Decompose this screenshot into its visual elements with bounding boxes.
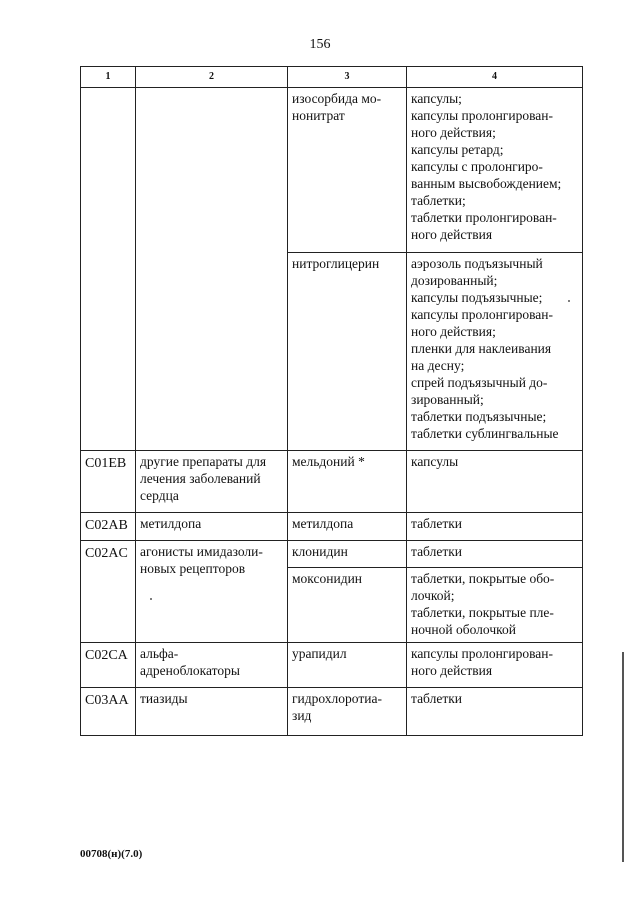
atc-code-cell: C02AC bbox=[81, 541, 136, 643]
code-cell-empty bbox=[81, 88, 136, 451]
drug-line: изосорбида мо- bbox=[292, 91, 382, 106]
form-line: ночной оболочкой bbox=[411, 622, 516, 637]
forms-cell bbox=[407, 643, 583, 688]
atc-code-cell: C03AA bbox=[81, 688, 136, 736]
group-line: сердца bbox=[140, 488, 179, 503]
form-line: ного действия; bbox=[411, 125, 496, 140]
form-line: таблетки bbox=[411, 516, 463, 531]
drug-cell bbox=[288, 513, 407, 541]
drug-line: зид bbox=[292, 708, 312, 723]
forms-cell bbox=[407, 541, 583, 568]
drug-cell bbox=[288, 688, 407, 736]
drug-line: мельдоний * bbox=[292, 454, 365, 469]
header-col-1: 1 bbox=[81, 67, 136, 88]
drug-line: метилдопа bbox=[292, 516, 354, 531]
atc-code-cell: C02AB bbox=[81, 513, 136, 541]
scan-speck bbox=[150, 598, 152, 600]
form-line: ванным высвобождением; bbox=[411, 176, 562, 191]
form-line: пленки для наклеивания bbox=[411, 341, 552, 356]
group-cell bbox=[136, 513, 288, 541]
drug-line: моксонидин bbox=[292, 571, 363, 586]
group-cell bbox=[136, 643, 288, 688]
forms-cell bbox=[407, 253, 583, 451]
drug-line: нитроглицерин bbox=[292, 256, 380, 271]
table-row bbox=[81, 688, 583, 736]
form-line: зированный; bbox=[411, 392, 484, 407]
drug-line: клонидин bbox=[292, 544, 348, 559]
forms-cell bbox=[407, 688, 583, 736]
form-line: таблетки сублингвальные bbox=[411, 426, 559, 441]
form-line: ного действия bbox=[411, 227, 493, 242]
form-line: ного действия bbox=[411, 663, 493, 678]
drug-table bbox=[80, 66, 583, 736]
group-line: адреноблокаторы bbox=[140, 663, 240, 678]
scan-speck bbox=[568, 300, 570, 302]
table-row bbox=[81, 451, 583, 513]
header-row bbox=[81, 67, 583, 88]
group-cell bbox=[136, 541, 288, 643]
form-line: капсулы пролонгирован- bbox=[411, 646, 553, 661]
form-line: таблетки; bbox=[411, 193, 466, 208]
form-line: таблетки bbox=[411, 691, 463, 706]
group-line: тиазиды bbox=[140, 691, 188, 706]
drug-cell bbox=[288, 643, 407, 688]
form-line: капсулы подъязычные; bbox=[411, 290, 543, 305]
group-line: метилдопа bbox=[140, 516, 202, 531]
form-line: таблетки bbox=[411, 544, 463, 559]
form-line: таблетки пролонгирован- bbox=[411, 210, 557, 225]
group-line: альфа- bbox=[140, 646, 179, 661]
form-line: лочкой; bbox=[411, 588, 455, 603]
page-number: 156 bbox=[309, 37, 331, 52]
header-col-2: 2 bbox=[136, 67, 288, 88]
group-cell-empty bbox=[136, 88, 288, 451]
group-cell bbox=[136, 451, 288, 513]
scan-edge-mark bbox=[622, 652, 624, 862]
drug-cell bbox=[288, 541, 407, 568]
drug-cell bbox=[288, 568, 407, 643]
form-line: таблетки, покрытые пле- bbox=[411, 605, 554, 620]
forms-cell bbox=[407, 568, 583, 643]
form-line: таблетки, покрытые обо- bbox=[411, 571, 555, 586]
table-row bbox=[81, 643, 583, 688]
form-line: капсулы; bbox=[411, 91, 462, 106]
group-line: лечения заболеваний bbox=[140, 471, 261, 486]
group-line: новых рецепторов bbox=[140, 561, 246, 576]
atc-code-cell: C01EB bbox=[81, 451, 136, 513]
drug-cell bbox=[288, 88, 407, 253]
drug-cell bbox=[288, 253, 407, 451]
group-line: другие препараты для bbox=[140, 454, 267, 469]
form-line: спрей подъязычный до- bbox=[411, 375, 548, 390]
form-line: таблетки подъязычные; bbox=[411, 409, 547, 424]
forms-cell bbox=[407, 451, 583, 513]
drug-line: урапидил bbox=[292, 646, 347, 661]
form-line: аэрозоль подъязычный bbox=[411, 256, 543, 271]
drug-line: нонитрат bbox=[292, 108, 345, 123]
header-col-4: 4 bbox=[407, 67, 583, 88]
table-row bbox=[81, 541, 583, 568]
forms-cell bbox=[407, 88, 583, 253]
drug-cell bbox=[288, 451, 407, 513]
group-cell bbox=[136, 688, 288, 736]
form-line: капсулы пролонгирован- bbox=[411, 108, 553, 123]
forms-cell bbox=[407, 513, 583, 541]
atc-code-cell: C02CA bbox=[81, 643, 136, 688]
form-line: капсулы пролонгирован- bbox=[411, 307, 553, 322]
form-line: дозированный; bbox=[411, 273, 498, 288]
drug-line: гидрохлоротиа- bbox=[292, 691, 382, 706]
form-line: на десну; bbox=[411, 358, 465, 373]
form-line: капсулы bbox=[411, 454, 459, 469]
form-line: капсулы с пролонгиро- bbox=[411, 159, 543, 174]
group-line: агонисты имидазоли- bbox=[140, 544, 263, 559]
table-row bbox=[81, 88, 583, 253]
form-line: капсулы ретард; bbox=[411, 142, 504, 157]
form-line: ного действия; bbox=[411, 324, 496, 339]
header-col-3: 3 bbox=[288, 67, 407, 88]
document-code: 00708(н)(7.0) bbox=[80, 848, 143, 860]
table-row bbox=[81, 513, 583, 541]
